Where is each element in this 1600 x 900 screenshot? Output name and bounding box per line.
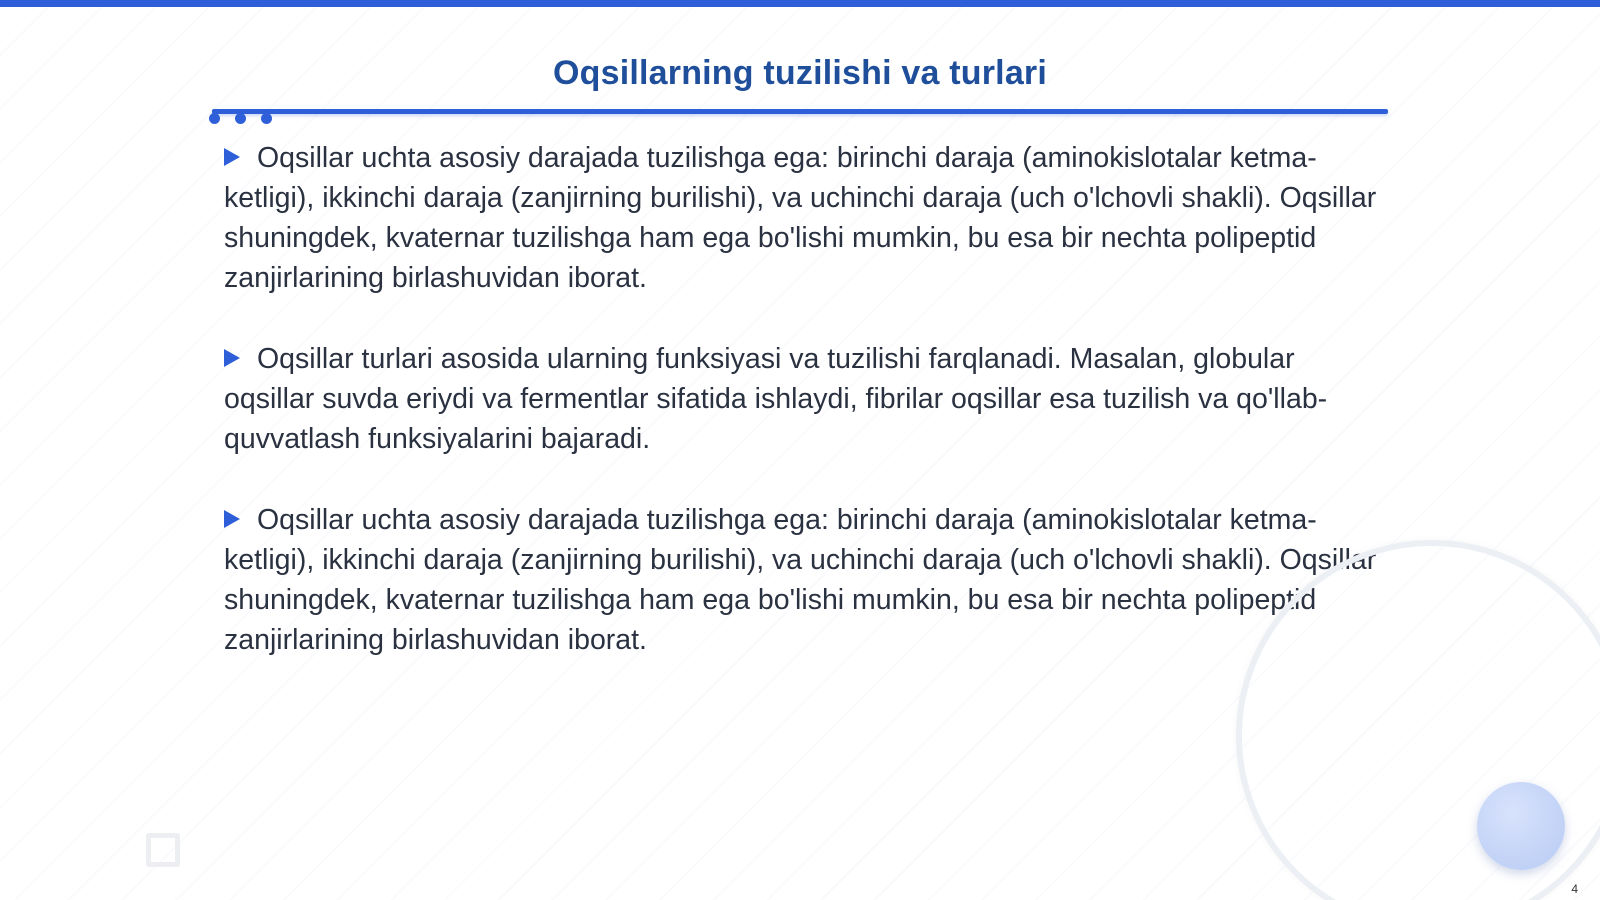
bullet-item [224,339,1384,459]
title-underline [212,109,1388,114]
page-number: 4 [1571,882,1578,896]
slide-title: Oqsillarning tuzilishi va turlari [552,54,1048,92]
bullet-item [224,500,1384,660]
triangle-right-icon [224,510,240,528]
decorative-square [146,833,180,867]
bullet-list [224,138,1384,701]
triangle-right-icon [224,349,240,367]
underline-dot [235,113,246,124]
underline-dot [209,113,220,124]
bullet-text: Oqsillar uchta asosiy darajada tuzilishga ega: birinchi daraja (aminokislotalar ketma-ketligi), ikkinchi daraja (zanjirning burilishi), va uchinchi daraja (uch o'lchovli shakli). Oqsillar shuningdek, kvaternar tuzilishga ham ega bo'lishi mumkin, bu esa bir nechta polipeptid zanjirlarining birlashuvidan iborat. [224,504,1377,656]
underline-dot [261,113,272,124]
triangle-right-icon [224,148,240,166]
top-accent-bar [0,0,1600,7]
bullet-text: Oqsillar uchta asosiy darajada tuzilishga ega: birinchi daraja (aminokislotalar ketma-ketligi), ikkinchi daraja (zanjirning burilishi), va uchinchi daraja (uch o'lchovli shakli). Oqsillar shuningdek, kvaternar tuzilishga ham ega bo'lishi mumkin, bu esa bir nechta polipeptid zanjirlarining birlashuvidan iborat. [224,142,1377,294]
decorative-circle [1477,782,1565,870]
bullet-text: Oqsillar turlari asosida ularning funksiyasi va tuzilishi farqlanadi. Masalan, globular oqsillar suvda eriydi va fermentlar sifatida ishlaydi, fibrilar oqsillar esa tuzilish va qo'llab-quvvatlash funksiyalarini bajaradi. [224,343,1328,455]
bullet-item [224,138,1384,298]
